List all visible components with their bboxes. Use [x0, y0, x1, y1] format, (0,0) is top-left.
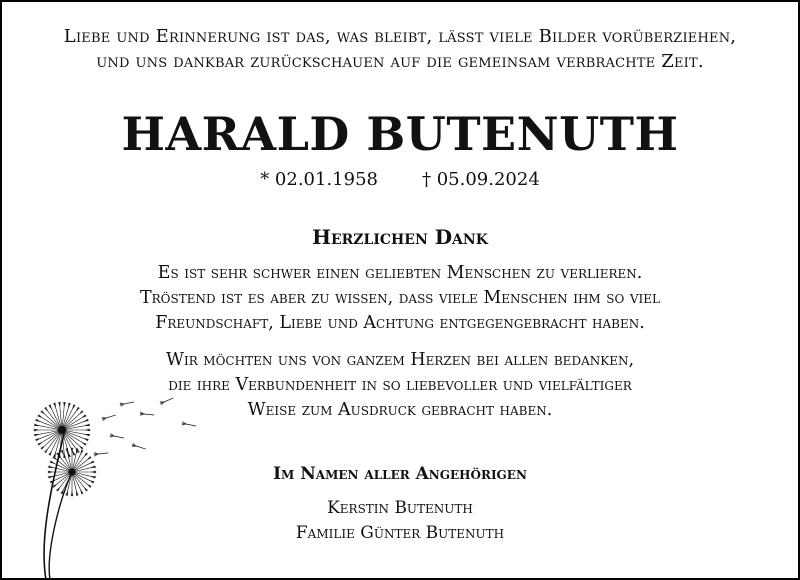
paragraph-line: Wir möchten uns von ganzem Herzen bei allen bedanken, — [165, 350, 635, 370]
paragraph-line: Es ist sehr schwer einen geliebten Menschen zu verlieren. — [157, 263, 643, 283]
deceased-name: HARALD BUTENUTH — [121, 107, 679, 161]
paragraph-line: Tröstend ist es aber zu wissen, dass viele Menschen ihm so viel — [139, 288, 661, 308]
life-dates — [2, 168, 798, 192]
death-date: † 05.09.2024 — [422, 169, 540, 190]
birth-date: * 02.01.1958 — [260, 169, 378, 190]
motto-line-2: und uns dankbar zurückschauen auf die gemeinsam verbrachte Zeit. — [96, 51, 704, 72]
motto-verse — [2, 24, 798, 74]
thanks-paragraph-1 — [2, 261, 798, 336]
dandelion-icon — [24, 394, 224, 580]
paragraph-line: Freundschaft, Liebe und Achtung entgegengebracht haben. — [155, 313, 645, 333]
motto-line-1: Liebe und Erinnerung ist das, was bleibt, lässt viele Bilder vorüberziehen, — [63, 26, 737, 47]
signature-label: Im Namen aller Angehörigen — [273, 464, 527, 484]
signature-name: Kerstin Butenuth — [327, 498, 473, 518]
paragraph-line: die ihre Verbundenheit in so liebevoller und vielfältiger — [168, 375, 632, 395]
paragraph-line: Weise zum Ausdruck gebracht haben. — [247, 400, 553, 420]
thanks-heading: Herzlichen Dank — [312, 225, 488, 249]
signature-name: Familie Günter Butenuth — [295, 523, 505, 543]
